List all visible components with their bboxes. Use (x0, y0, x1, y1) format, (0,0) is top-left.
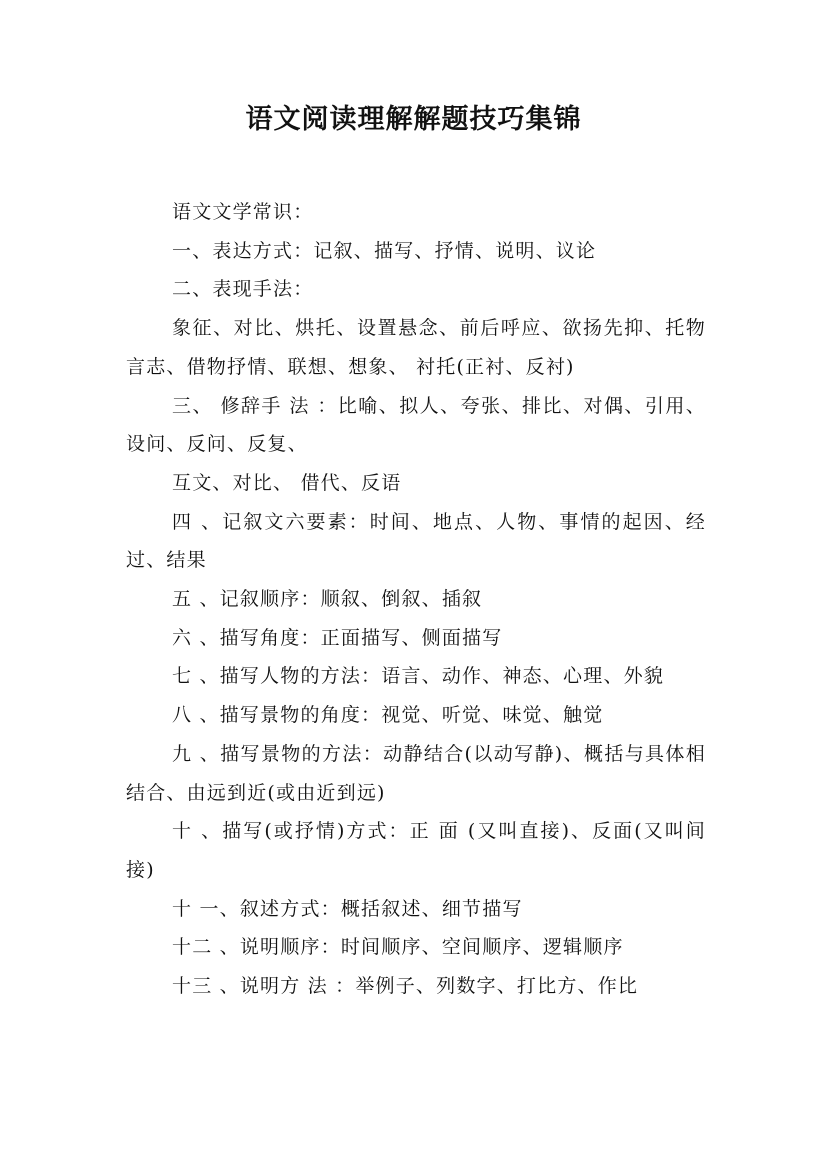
paragraph-expression-methods: 一、表达方式：记叙、描写、抒情、说明、议论 (172, 239, 597, 262)
paragraph-presentation-techniques-list: 象征、对比、烘托、设置悬念、前后呼应、欲扬先抑、托物言志、借物抒情、联想、想象、 衬托(正衬、反衬) (126, 317, 706, 378)
document-body (126, 193, 706, 1006)
paragraph-narration-modes: 十 一、叙述方式：概括叙述、细节描写 (172, 897, 523, 920)
paragraph-explanation-methods: 十三 、说明方 法 ：举例子、列数字、打比方、作比 (172, 975, 639, 998)
paragraph-scenery-description-angle: 八 、描写景物的角度：视觉、听觉、味觉、触觉 (172, 704, 604, 727)
paragraph-narrative-six-elements: 四 、记叙文六要素：时间、地点、人物、事情的起因、经过、结果 (126, 510, 706, 572)
paragraph-presentation-techniques-heading: 二、表现手法： (172, 278, 314, 301)
paragraph-scenery-description-methods: 九 、描写景物的方法：动静结合(以动写静)、概括与具体相结合、由远到近(或由近到远) (126, 742, 706, 804)
paragraph-character-description-methods: 七 、描写人物的方法：语言、动作、神态、心理、外貌 (172, 665, 665, 688)
paragraph-description-lyric-modes: 十 、描写(或抒情)方式：正 面 (又叫直接)、反面(又叫间接) (126, 820, 706, 881)
paragraph-description-angle: 六 、描写角度：正面描写、侧面描写 (172, 626, 503, 649)
document-title: 语文阅读理解解题技巧集锦 (245, 104, 582, 135)
paragraph-explanation-order: 十二 、说明顺序：时间顺序、空间顺序、逻辑顺序 (172, 936, 624, 959)
paragraph-rhetorical-devices: 三、 修辞手 法 ：比喻、拟人、夸张、排比、对偶、引用、设问、反问、反复、 (126, 394, 706, 456)
paragraph-narrative-order: 五 、记叙顺序：顺叙、倒叙、插叙 (172, 588, 483, 611)
paragraph-literary-knowledge-heading: 语文文学常识： (172, 201, 314, 223)
paragraph-rhetorical-devices-continued: 互文、对比、 借代、反语 (172, 471, 402, 494)
